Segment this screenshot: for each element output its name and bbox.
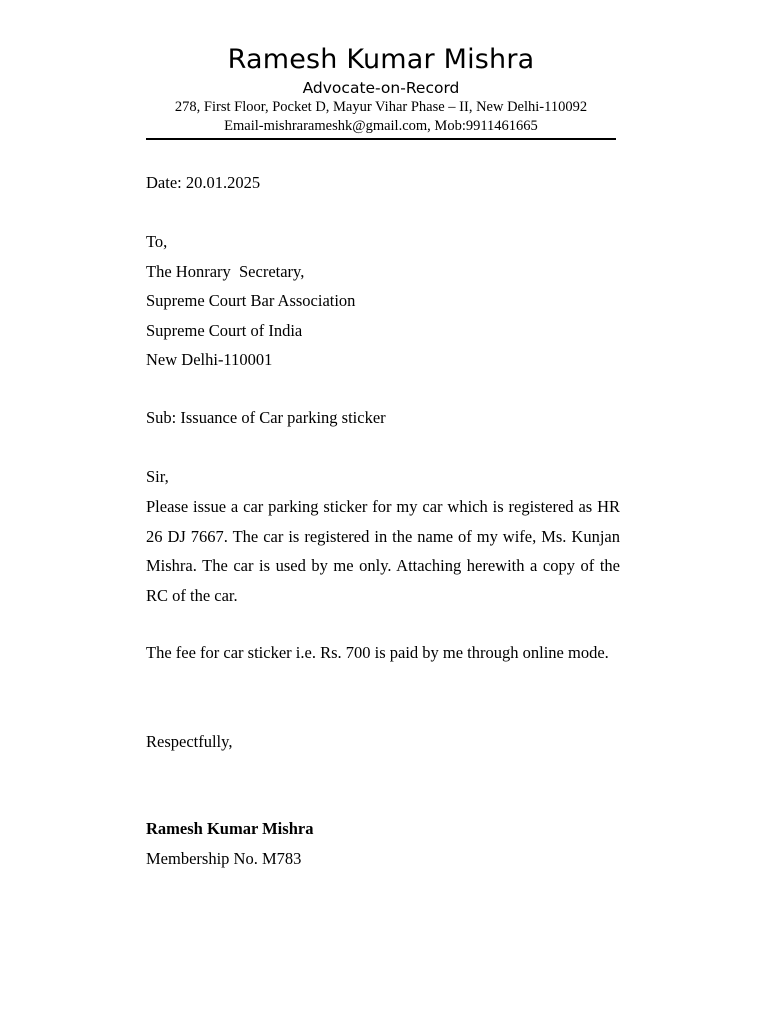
letterhead-name: Ramesh Kumar Mishra bbox=[227, 44, 535, 75]
recipient-to: To, bbox=[146, 232, 168, 251]
recipient-line-1: The Honrary Secretary, bbox=[146, 261, 305, 281]
letterhead bbox=[146, 42, 616, 136]
letter-closing: Respectfully, bbox=[146, 732, 233, 751]
recipient-line-4: New Delhi-110001 bbox=[146, 350, 273, 369]
letterhead-divider bbox=[146, 138, 616, 140]
recipient-line-2: Supreme Court Bar Association bbox=[146, 291, 356, 310]
recipient-block bbox=[146, 227, 620, 375]
letter-date: Date: 20.01.2025 bbox=[146, 173, 261, 192]
letter-subject: Sub: Issuance of Car parking sticker bbox=[146, 408, 386, 427]
letterhead-title: Advocate-on-Record bbox=[302, 79, 460, 97]
recipient-line-3: Supreme Court of India bbox=[146, 320, 303, 340]
letter-paragraph-2: The fee for car sticker i.e. Rs. 700 is paid by me through online mode. bbox=[146, 643, 609, 662]
signatory-name: Ramesh Kumar Mishra bbox=[146, 819, 314, 838]
letter-greeting: Sir, bbox=[146, 467, 169, 486]
letter-paragraph-1: Please issue a car parking sticker for my car which is registered as HR 26 DJ 7667. The car is registered in the name of my wife, Ms. Kunjan Mishra. The car is used by me only. Attaching herewith a copy of the RC of the car. bbox=[146, 497, 620, 605]
letterhead-contact: Email-mishrarameshk@gmail.com, Mob:9911461665 bbox=[224, 118, 538, 134]
membership-number: Membership No. M783 bbox=[146, 849, 302, 868]
letterhead-address: 278, First Floor, Pocket D, Mayur Vihar Phase – II, New Delhi-110092 bbox=[174, 99, 588, 115]
